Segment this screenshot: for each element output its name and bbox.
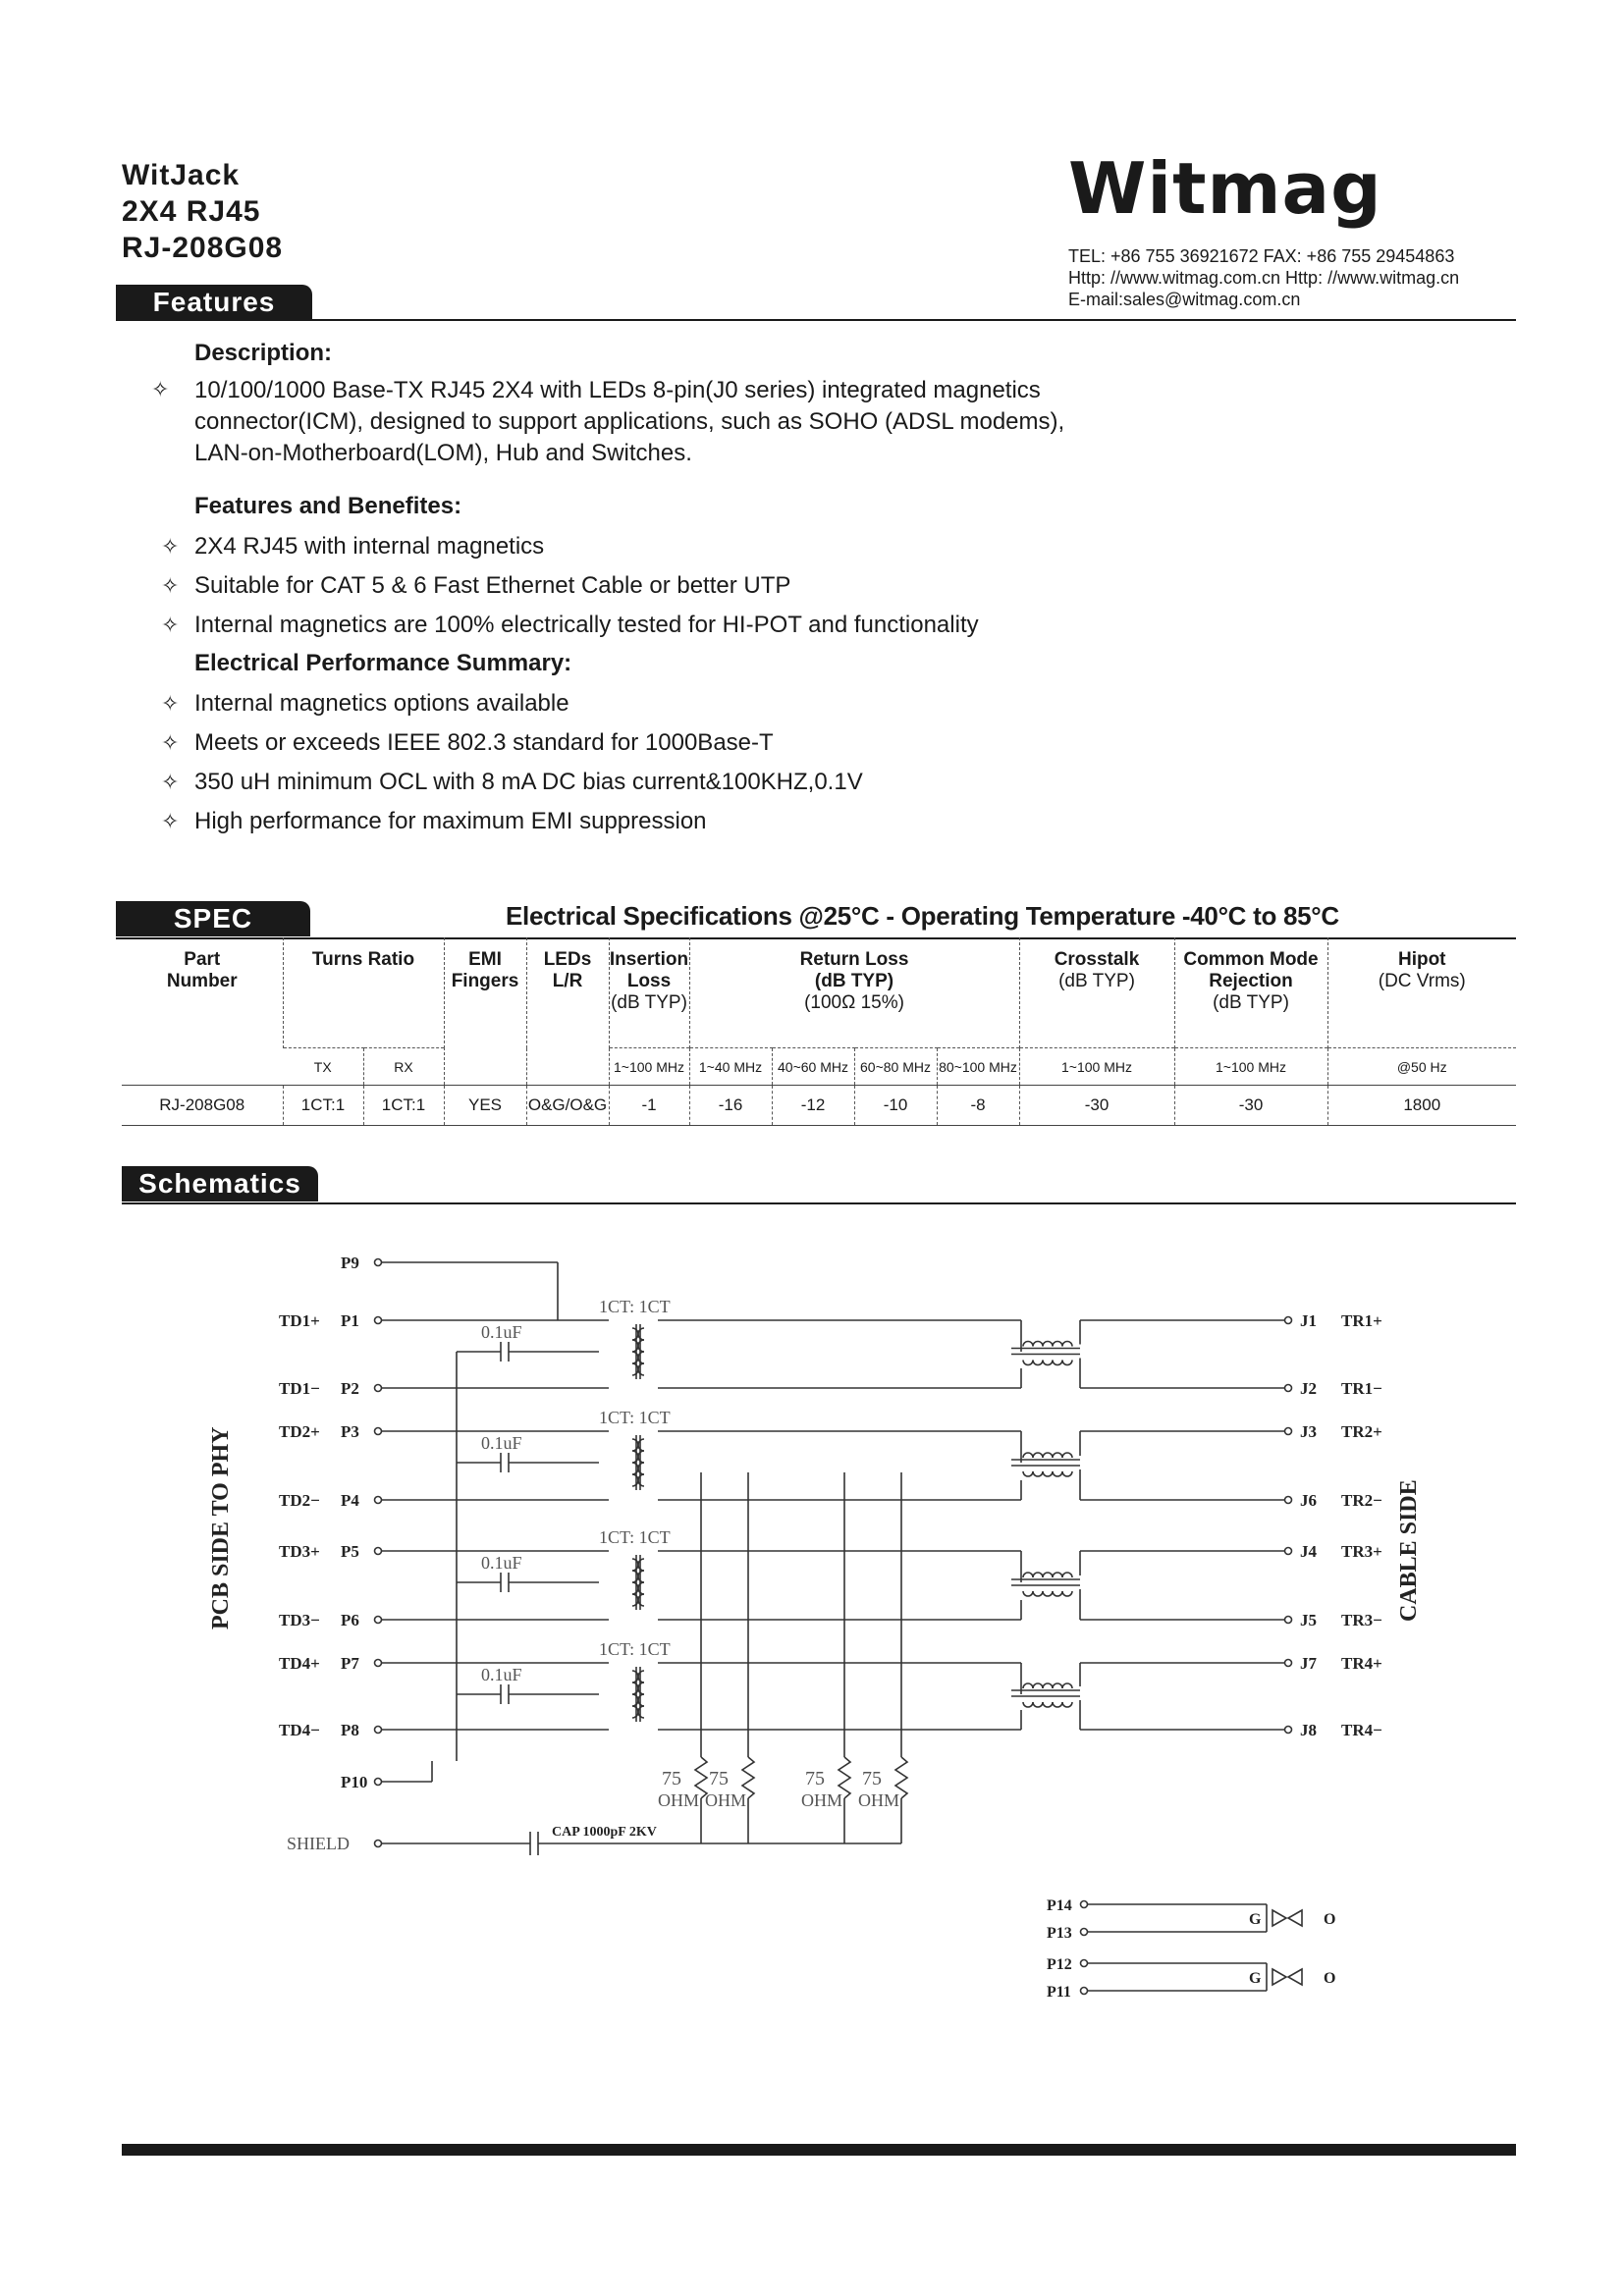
coil <box>638 1582 644 1594</box>
pin-label: P6 <box>341 1611 359 1629</box>
pin-terminal <box>1285 1617 1292 1624</box>
signal-label: TR1+ <box>1341 1311 1382 1330</box>
features-tab: Features <box>116 285 312 320</box>
col-leds: LEDs L/R <box>526 937 609 1086</box>
table-row: RJ-208G08 1CT:1 1CT:1 YES O&G/O&G -1 -16 -12 -10 -8 -30 -30 1800 <box>122 1086 1516 1126</box>
signal-label: TD3+ <box>279 1542 320 1561</box>
pin-label: J4 <box>1300 1542 1317 1561</box>
signal-label: TD2− <box>279 1491 320 1510</box>
spec-title: Electrical Specifications @25°C - Operating Temperature -40°C to 85°C <box>506 901 1339 931</box>
choke-coil <box>1053 1683 1062 1688</box>
capacitor-label: 0.1uF <box>481 1665 522 1684</box>
pin-terminal <box>1285 1548 1292 1555</box>
pin-label: P1 <box>341 1311 359 1330</box>
pin-terminal <box>1285 1660 1292 1667</box>
choke-coil <box>1023 1342 1033 1347</box>
contact-web: Http: //www.witmag.com.cn Http: //www.witmag.cn <box>1068 268 1460 288</box>
pin-label: J7 <box>1300 1654 1317 1673</box>
coil <box>638 1451 644 1463</box>
transformer-label: 1CT: 1CT <box>599 1527 671 1547</box>
col-insertion-loss: Insertion Loss (dB TYP) <box>609 937 689 1048</box>
coil <box>638 1559 644 1571</box>
resistor-value: 75 <box>709 1768 729 1789</box>
coil <box>638 1340 644 1352</box>
choke-coil <box>1053 1702 1062 1707</box>
choke-coil <box>1053 1453 1062 1458</box>
contact-phone: TEL: +86 755 36921672 FAX: +86 755 29454863 <box>1068 246 1455 266</box>
pin-terminal <box>375 1548 382 1555</box>
description-heading: Description: <box>194 340 333 366</box>
description-line: connector(ICM), designed to support applications, such as SOHO (ADSL modems), <box>194 408 1065 435</box>
coil <box>638 1706 644 1718</box>
benefits-heading: Features and Benefites: <box>194 493 462 519</box>
pin-label: P8 <box>341 1721 359 1739</box>
resistor-value: 75 <box>805 1768 825 1789</box>
list-item: ✧ 2X4 RJ45 with internal magnetics <box>151 527 979 566</box>
product-line: 2X4 RJ45 <box>122 195 261 228</box>
pin-terminal <box>1285 1385 1292 1392</box>
pin-terminal <box>375 1317 382 1324</box>
pin-terminal <box>1081 1929 1088 1936</box>
pin-label: P3 <box>341 1422 359 1441</box>
bullet-icon: ✧ <box>161 573 180 598</box>
coil <box>638 1682 644 1694</box>
list-item: ✧ Suitable for CAT 5 & 6 Fast Ethernet Cable or better UTP <box>151 566 979 606</box>
pin-terminal <box>375 1841 382 1847</box>
pin-terminal <box>375 1428 382 1435</box>
pin-terminal <box>375 1385 382 1392</box>
choke-coil <box>1043 1342 1053 1347</box>
pin-label: J8 <box>1300 1721 1317 1739</box>
signal-label: TD3− <box>279 1611 320 1629</box>
pin-label: P9 <box>341 1254 359 1272</box>
pin-label: P4 <box>341 1491 359 1510</box>
coil <box>638 1671 644 1682</box>
pin-terminal <box>375 1727 382 1734</box>
coil <box>638 1694 644 1706</box>
product-line: RJ-208G08 <box>122 232 284 264</box>
list-item: ✧ Meets or exceeds IEEE 802.3 standard for 1000Base-T <box>151 723 863 763</box>
coil <box>638 1328 644 1340</box>
pin-terminal <box>375 1259 382 1266</box>
choke-coil <box>1043 1683 1053 1688</box>
choke-coil <box>1062 1573 1072 1577</box>
choke-coil <box>1023 1573 1033 1577</box>
led-g-label: G <box>1249 1970 1262 1987</box>
coil <box>632 1559 638 1571</box>
pin-terminal <box>375 1497 382 1504</box>
capacitor-label: 0.1uF <box>481 1553 522 1573</box>
choke-coil <box>1053 1573 1062 1577</box>
coil <box>638 1474 644 1486</box>
choke-coil <box>1023 1453 1033 1458</box>
shield-label: SHIELD <box>287 1834 350 1853</box>
capacitor-label: 0.1uF <box>481 1322 522 1342</box>
transformer-label: 1CT: 1CT <box>599 1297 671 1316</box>
description-line: LAN-on-Motherboard(LOM), Hub and Switches. <box>194 440 692 466</box>
list-item: ✧ Internal magnetics options available <box>151 684 863 723</box>
product-line: WitJack <box>122 159 241 191</box>
pin-label: J3 <box>1300 1422 1317 1441</box>
col-crosstalk: Crosstalk (dB TYP) <box>1019 937 1174 1048</box>
choke-coil <box>1062 1702 1072 1707</box>
choke-coil <box>1043 1361 1053 1365</box>
pin-terminal <box>1285 1497 1292 1504</box>
choke-coil <box>1062 1471 1072 1476</box>
pin-terminal <box>375 1779 382 1786</box>
coil <box>638 1439 644 1451</box>
choke-coil <box>1053 1342 1062 1347</box>
col-return-loss: Return Loss (dB TYP) (100Ω 15%) <box>689 937 1019 1048</box>
schematics-tab: Schematics <box>122 1166 318 1201</box>
choke-coil <box>1062 1361 1072 1365</box>
spec-tab: SPEC <box>116 901 310 936</box>
transformer-label: 1CT: 1CT <box>599 1408 671 1427</box>
signal-label: TD4+ <box>279 1654 320 1673</box>
choke-coil <box>1023 1702 1033 1707</box>
coil <box>638 1594 644 1606</box>
led-g-label: G <box>1249 1911 1262 1928</box>
resistor-value: 75 <box>862 1768 882 1789</box>
col-emi: EMI Fingers <box>444 937 526 1086</box>
choke-coil <box>1033 1683 1043 1688</box>
pin-label: P10 <box>341 1773 368 1791</box>
pin-label: P2 <box>341 1379 359 1398</box>
bullet-icon: ✧ <box>161 809 180 833</box>
side-label-pcb: PCB SIDE TO PHY <box>208 1426 234 1629</box>
bullet-icon: ✧ <box>161 730 180 755</box>
coil <box>638 1571 644 1582</box>
bullet-icon: ✧ <box>161 691 180 716</box>
signal-label: TR2− <box>1341 1491 1382 1510</box>
led-o-label: O <box>1324 1911 1336 1928</box>
choke-coil <box>1053 1361 1062 1365</box>
choke-coil <box>1033 1361 1043 1365</box>
signal-label: TD4− <box>279 1721 320 1739</box>
coil <box>632 1439 638 1451</box>
choke-coil <box>1043 1453 1053 1458</box>
pin-terminal <box>1285 1428 1292 1435</box>
coil <box>632 1463 638 1474</box>
list-item: ✧ Internal magnetics are 100% electrically tested for HI-POT and functionality <box>151 606 979 645</box>
capacitor-label: 0.1uF <box>481 1433 522 1453</box>
coil <box>632 1328 638 1340</box>
description-line: 10/100/1000 Base-TX RJ45 2X4 with LEDs 8-pin(J0 series) integrated magnetics <box>194 377 1041 403</box>
transformer-label: 1CT: 1CT <box>599 1639 671 1659</box>
choke-coil <box>1033 1573 1043 1577</box>
pin-label: P5 <box>341 1542 359 1561</box>
choke-coil <box>1043 1591 1053 1596</box>
pin-terminal <box>375 1660 382 1667</box>
pin-label: J2 <box>1300 1379 1317 1398</box>
signal-label: TD1+ <box>279 1311 320 1330</box>
choke-coil <box>1033 1591 1043 1596</box>
coil <box>632 1694 638 1706</box>
pin-terminal <box>1081 1988 1088 1995</box>
led-pin-label: P14 <box>1047 1897 1072 1914</box>
col-cmr: Common Mode Rejection (dB TYP) <box>1174 937 1327 1048</box>
bullet-icon: ✧ <box>151 377 170 401</box>
list-item: ✧ High performance for maximum EMI suppression <box>151 802 863 841</box>
led-pin-label: P11 <box>1047 1984 1071 2001</box>
signal-label: TR2+ <box>1341 1422 1382 1441</box>
pin-terminal <box>375 1617 382 1624</box>
coil <box>632 1352 638 1363</box>
choke-coil <box>1023 1591 1033 1596</box>
brand-logo: Witmag <box>1068 147 1382 230</box>
resistor-value: 75 <box>662 1768 681 1789</box>
coil <box>632 1594 638 1606</box>
coil <box>638 1363 644 1375</box>
footer-bar <box>122 2144 1516 2156</box>
choke-coil <box>1033 1471 1043 1476</box>
pin-terminal <box>1081 1960 1088 1967</box>
choke-coil <box>1043 1471 1053 1476</box>
resistor-unit: OHM <box>705 1790 747 1810</box>
pin-label: P7 <box>341 1654 359 1673</box>
led-diode <box>1272 1910 1302 1926</box>
pin-label: J6 <box>1300 1491 1317 1510</box>
col-turns-ratio: Turns Ratio <box>283 937 444 1048</box>
choke-coil <box>1023 1471 1033 1476</box>
bullet-icon: ✧ <box>161 613 180 637</box>
col-part-number: Part Number <box>166 949 238 991</box>
table-subheader-row: TX RX 1~100 MHz 1~40 MHz 40~60 MHz 60~80 MHz 80~100 MHz 1~100 MHz 1~100 MHz @50 Hz <box>122 1048 1516 1086</box>
choke-coil <box>1053 1591 1062 1596</box>
coil <box>638 1463 644 1474</box>
signal-label: TR4+ <box>1341 1654 1382 1673</box>
list-item: ✧ 350 uH minimum OCL with 8 mA DC bias current&100KHZ,0.1V <box>151 763 863 802</box>
choke-coil <box>1033 1702 1043 1707</box>
side-label-cable: CABLE SIDE <box>1396 1479 1422 1622</box>
resistor-unit: OHM <box>658 1790 700 1810</box>
pin-label: J5 <box>1300 1611 1317 1629</box>
bullet-icon: ✧ <box>161 770 180 794</box>
signal-label: TD2+ <box>279 1422 320 1441</box>
signal-label: TR3+ <box>1341 1542 1382 1561</box>
choke-coil <box>1062 1683 1072 1688</box>
led-pin-label: P12 <box>1047 1956 1072 1973</box>
pin-terminal <box>1081 1901 1088 1908</box>
choke-coil <box>1062 1342 1072 1347</box>
choke-coil <box>1043 1573 1053 1577</box>
pin-terminal <box>1285 1727 1292 1734</box>
choke-coil <box>1033 1453 1043 1458</box>
coil <box>632 1363 638 1375</box>
coil <box>632 1340 638 1352</box>
electrical-heading: Electrical Performance Summary: <box>194 650 572 676</box>
choke-coil <box>1062 1453 1072 1458</box>
shield-cap-label: CAP 1000pF 2KV <box>552 1825 657 1840</box>
choke-coil <box>1043 1702 1053 1707</box>
choke-coil <box>1053 1471 1062 1476</box>
choke-coil <box>1062 1591 1072 1596</box>
coil <box>632 1474 638 1486</box>
resistor-unit: OHM <box>858 1790 900 1810</box>
signal-label: TR1− <box>1341 1379 1382 1398</box>
coil <box>632 1582 638 1594</box>
coil <box>632 1682 638 1694</box>
led-pin-label: P13 <box>1047 1925 1072 1942</box>
resistor-unit: OHM <box>801 1790 843 1810</box>
pin-terminal <box>1285 1317 1292 1324</box>
coil <box>638 1352 644 1363</box>
choke-coil <box>1023 1361 1033 1365</box>
col-hipot: Hipot (DC Vrms) <box>1327 937 1516 1048</box>
bullet-icon: ✧ <box>161 534 180 559</box>
signal-label: TD1− <box>279 1379 320 1398</box>
choke-coil <box>1023 1683 1033 1688</box>
led-diode <box>1272 1969 1302 1985</box>
coil <box>632 1706 638 1718</box>
led-o-label: O <box>1324 1970 1336 1987</box>
coil <box>632 1571 638 1582</box>
coil <box>632 1451 638 1463</box>
signal-label: TR4− <box>1341 1721 1382 1739</box>
coil <box>632 1671 638 1682</box>
signal-label: TR3− <box>1341 1611 1382 1629</box>
choke-coil <box>1033 1342 1043 1347</box>
contact-email: E-mail:sales@witmag.com.cn <box>1068 290 1301 309</box>
pin-label: J1 <box>1300 1311 1317 1330</box>
